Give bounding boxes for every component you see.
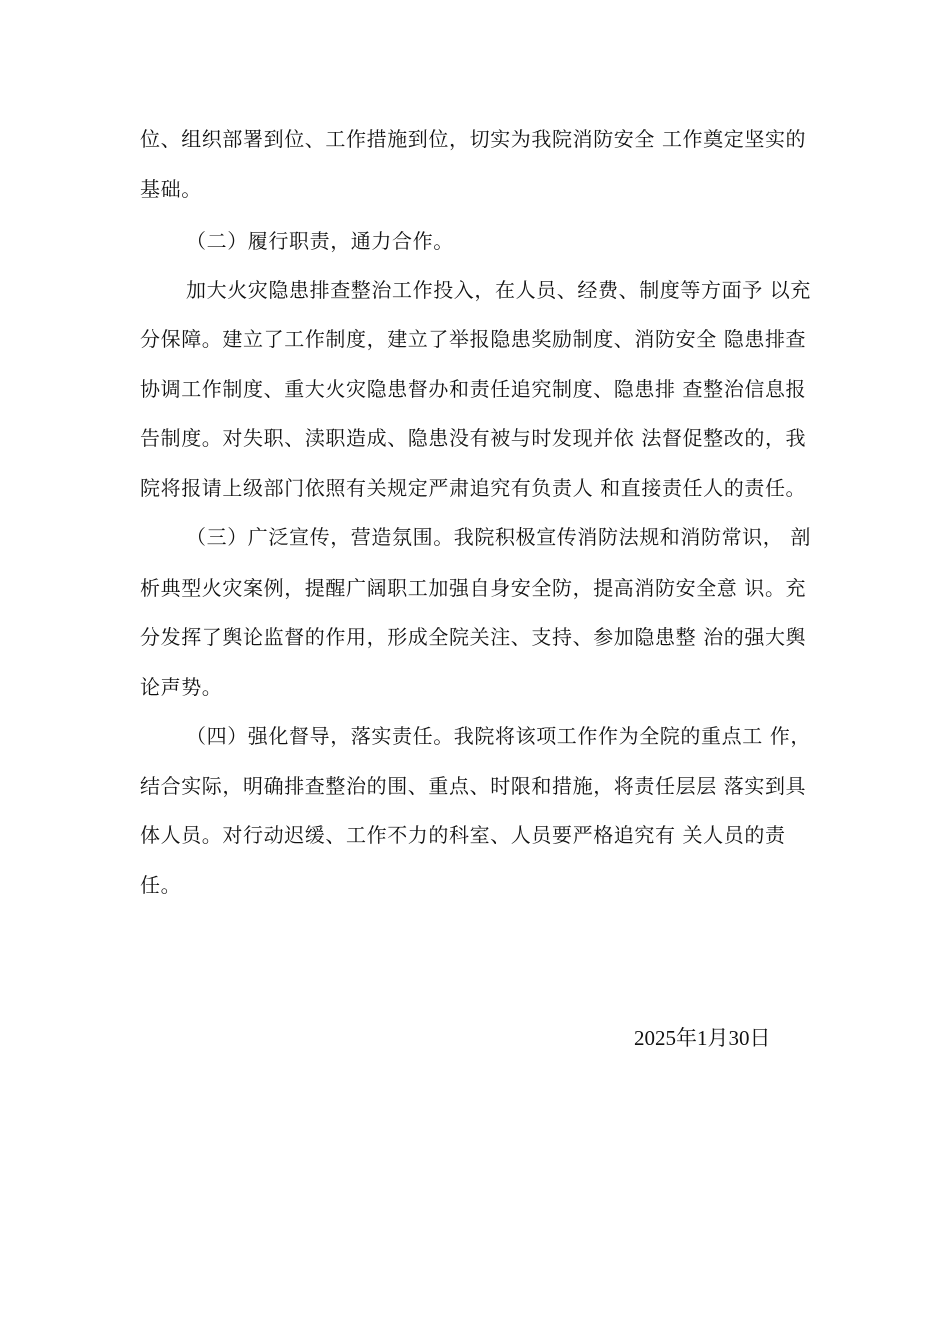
paragraph-5-line-1: （四）强化督导，落实责任。我院将该项工作作为全院的重点工 作， <box>186 724 811 748</box>
paragraph-5-line-2: 结合实际，明确排查整治的围、重点、时限和措施，将责任层层 落实到具 <box>140 774 807 798</box>
paragraph-5-line-3: 体人员。对行动迟缓、工作不力的科室、人员要严格追究有 关人员的责 <box>140 823 786 847</box>
document-date: 2025年1月30日 <box>634 1026 771 1050</box>
section-heading-2: （二）履行职责，通力合作。 <box>186 229 454 253</box>
paragraph-1-line-1: 位、组织部署到位、工作措施到位，切实为我院消防安全 工作奠定坚实的 <box>140 127 807 151</box>
paragraph-3-line-1: 加大火灾隐患排查整治工作投入，在人员、经费、制度等方面予 以充 <box>186 278 811 302</box>
paragraph-3-line-5: 院将报请上级部门依照有关规定严肃追究有负责人 和直接责任人的责任。 <box>140 476 807 500</box>
paragraph-3-line-4: 告制度。对失职、渎职造成、隐患没有被与时发现并依 法督促整改的，我 <box>140 426 807 450</box>
paragraph-1-line-2: 基础。 <box>140 177 202 201</box>
paragraph-3-line-2: 分保障。建立了工作制度，建立了举报隐患奖励制度、消防安全 隐患排查 <box>140 327 807 351</box>
paragraph-4-line-2: 析典型火灾案例，提醒广阔职工加强自身安全防，提高消防安全意 识。充 <box>140 576 807 600</box>
paragraph-4-line-1: （三）广泛宣传，营造氛围。我院积极宣传消防法规和消防常识， 剖 <box>186 525 811 549</box>
paragraph-4-line-3: 分发挥了舆论监督的作用，形成全院关注、支持、参加隐患整 治的强大舆 <box>140 625 807 649</box>
paragraph-5-line-4: 任。 <box>140 873 182 897</box>
paragraph-3-line-3: 协调工作制度、重大火灾隐患督办和责任追究制度、隐患排 查整治信息报 <box>140 377 807 401</box>
paragraph-4-line-4: 论声势。 <box>140 675 223 699</box>
